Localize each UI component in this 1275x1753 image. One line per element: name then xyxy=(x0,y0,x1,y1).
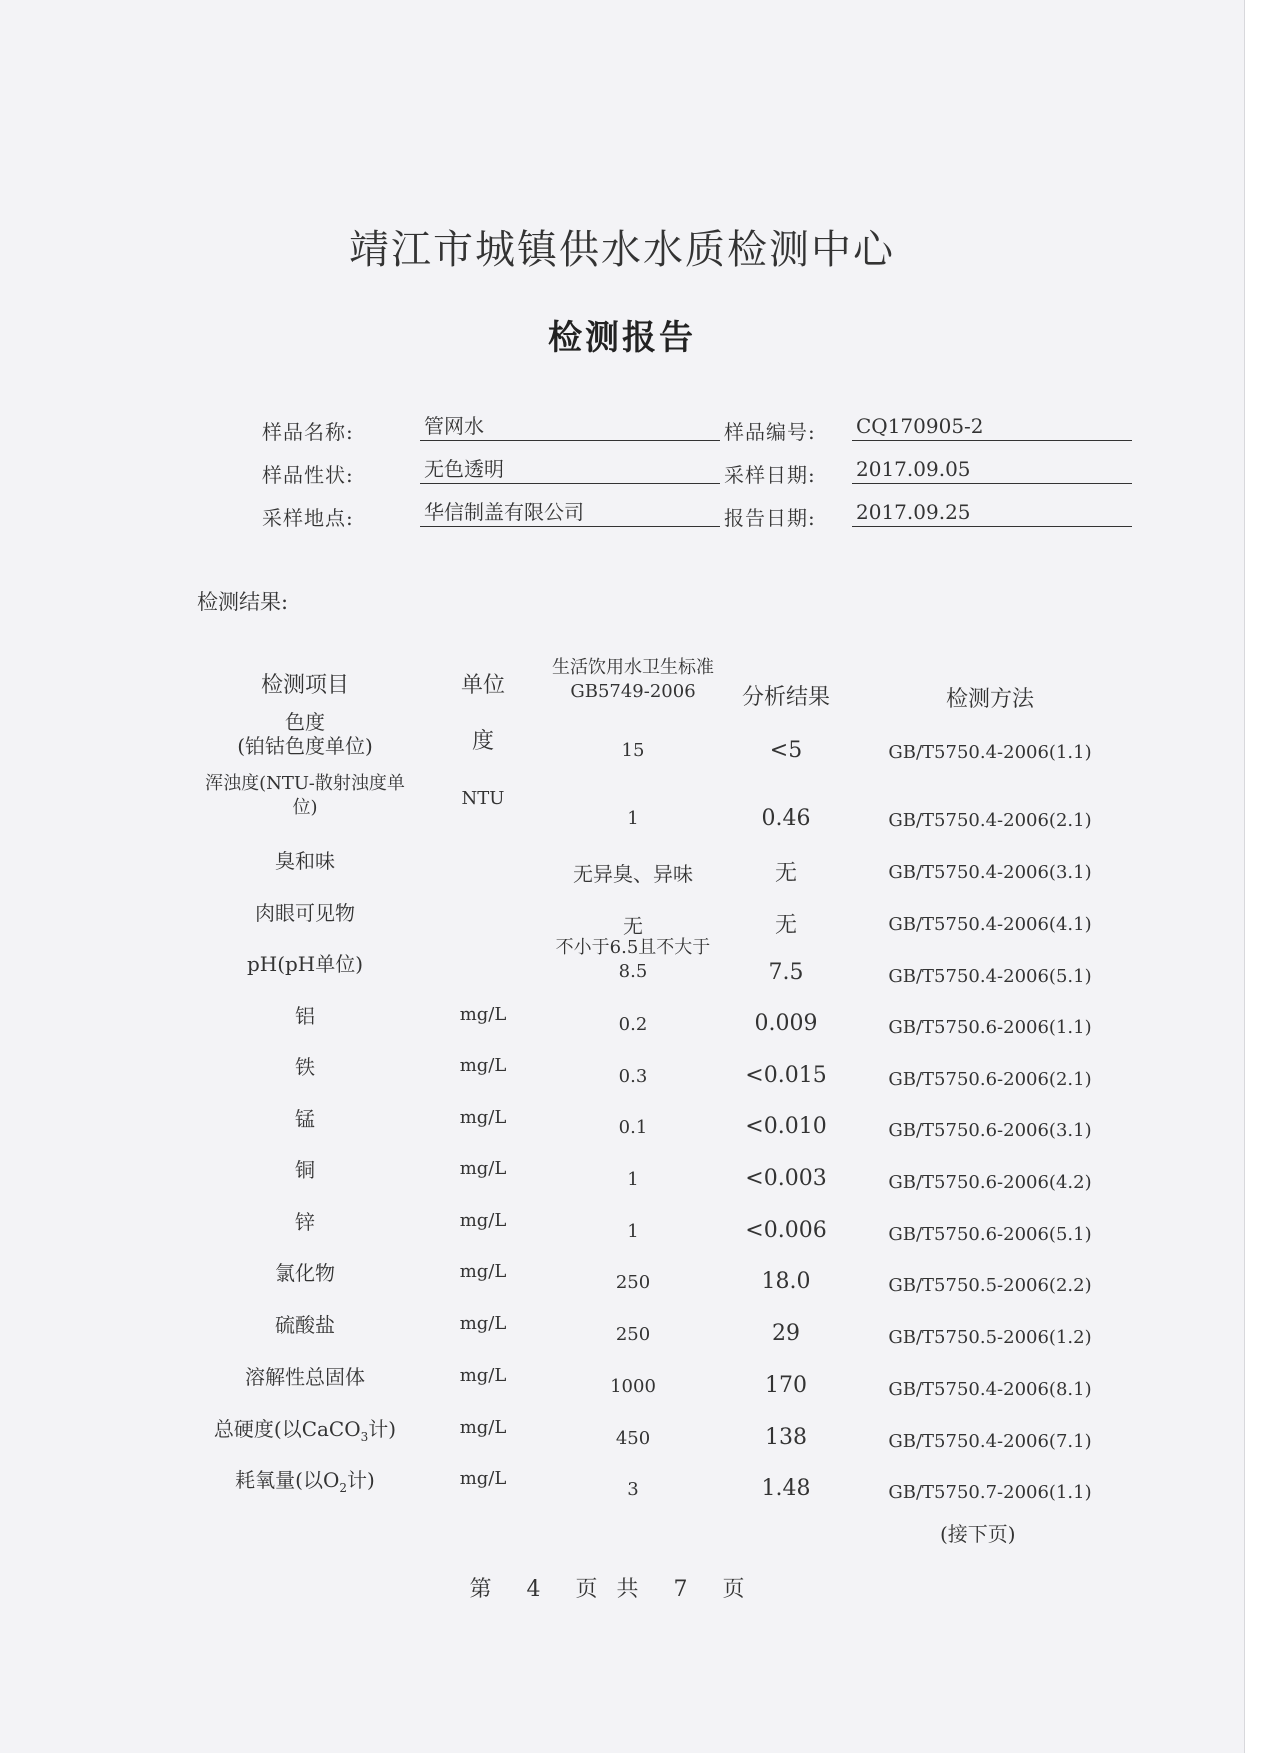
page-footer xyxy=(0,1572,1214,1603)
row-method: GB/T5750.4-2006(7.1) xyxy=(888,1431,1092,1452)
row-item: 硫酸盐 xyxy=(275,1313,335,1337)
header-unit: 单位 xyxy=(460,673,505,698)
sampling-date-value: 2017.09.05 xyxy=(852,455,1132,484)
row-item: 色度 (铂钴色度单位) xyxy=(237,710,373,758)
row-result: 1.48 xyxy=(761,1476,811,1501)
row-unit: mg/L xyxy=(459,1365,507,1386)
row-unit: mg/L xyxy=(459,1210,507,1231)
row-item: pH(pH单位) xyxy=(246,952,364,976)
header-method: 检测方法 xyxy=(945,687,1034,712)
row-item: 总硬度(以CaCO$_3$计) xyxy=(213,1417,397,1444)
row-result: 29 xyxy=(772,1321,800,1346)
row-unit: mg/L xyxy=(459,1417,507,1438)
row-result: <0.003 xyxy=(745,1166,827,1191)
row-result: <0.006 xyxy=(745,1218,827,1243)
row-method: GB/T5750.4-2006(5.1) xyxy=(888,966,1092,987)
sampling-site-value: 华信制盖有限公司 xyxy=(420,498,720,527)
row-standard: 1 xyxy=(627,1169,639,1190)
row-standard: 1 xyxy=(627,1221,639,1242)
row-standard: 不小于6.5且不大于8.5 xyxy=(555,937,711,982)
row-method: GB/T5750.6-2006(4.2) xyxy=(888,1172,1092,1193)
header-standard: 生活饮用水卫生标准GB5749-2006 xyxy=(552,657,714,702)
row-item: 铁 xyxy=(295,1055,315,1079)
organization-title: 靖江市城镇供水水质检测中心 xyxy=(349,227,895,273)
report-date-label: 报告日期: xyxy=(724,506,816,530)
row-method: GB/T5750.4-2006(8.1) xyxy=(888,1379,1092,1400)
row-standard: 1000 xyxy=(610,1376,656,1397)
sampling-site-label: 采样地点: xyxy=(262,506,354,530)
sample-name-label: 样品名称: xyxy=(262,420,354,444)
row-item: 肉眼可见物 xyxy=(255,901,355,925)
row-method: GB/T5750.4-2006(4.1) xyxy=(888,914,1092,935)
results-section-label: 检测结果: xyxy=(197,590,289,614)
row-item: 锌 xyxy=(295,1210,315,1234)
header-item: 检测项目 xyxy=(260,673,349,698)
row-unit: mg/L xyxy=(459,1004,507,1025)
row-result: <0.010 xyxy=(745,1114,827,1139)
row-method: GB/T5750.6-2006(2.1) xyxy=(888,1069,1092,1090)
page-suffix: 页 xyxy=(722,1577,745,1602)
row-standard: 15 xyxy=(621,740,645,761)
sample-state-value: 无色透明 xyxy=(420,455,720,484)
row-result: 18.0 xyxy=(761,1269,811,1294)
report-date-value: 2017.09.25 xyxy=(852,498,1132,527)
row-unit: 度 xyxy=(471,729,494,754)
row-result: 138 xyxy=(765,1425,807,1450)
row-method: GB/T5750.5-2006(1.2) xyxy=(888,1327,1092,1348)
row-item: 铝 xyxy=(295,1004,315,1028)
row-method: GB/T5750.4-2006(2.1) xyxy=(888,810,1092,831)
row-unit: mg/L xyxy=(459,1261,507,1282)
header-result: 分析结果 xyxy=(741,685,830,710)
row-method: GB/T5750.5-2006(2.2) xyxy=(888,1275,1092,1296)
row-result: 7.5 xyxy=(768,960,804,985)
row-result: 0.46 xyxy=(761,806,811,831)
row-unit: mg/L xyxy=(459,1313,507,1334)
row-result: <0.015 xyxy=(745,1063,827,1088)
row-standard: 3 xyxy=(627,1479,639,1500)
row-item: 臭和味 xyxy=(275,849,335,873)
row-standard: 无异臭、异味 xyxy=(573,862,693,886)
row-method: GB/T5750.6-2006(3.1) xyxy=(888,1120,1092,1141)
row-result: 170 xyxy=(765,1373,807,1398)
row-method: GB/T5750.6-2006(1.1) xyxy=(888,1017,1092,1038)
page-prefix: 第 xyxy=(469,1577,492,1602)
row-standard: 0.1 xyxy=(618,1117,648,1138)
row-item: 溶解性总固体 xyxy=(245,1365,365,1389)
row-result: 无 xyxy=(774,913,797,938)
page-number: 4 xyxy=(526,1577,541,1602)
row-result: <5 xyxy=(769,738,803,763)
row-unit: mg/L xyxy=(459,1107,507,1128)
report-title: 检测报告 xyxy=(548,318,696,358)
continued-note: (接下页) xyxy=(940,1522,1016,1546)
sample-no-value: CQ170905-2 xyxy=(852,412,1132,441)
row-standard: 0.3 xyxy=(618,1066,648,1087)
row-result: 无 xyxy=(774,861,797,886)
row-unit: mg/L xyxy=(459,1158,507,1179)
sample-no-label: 样品编号: xyxy=(724,420,816,444)
sampling-date-label: 采样日期: xyxy=(724,463,816,487)
row-unit: NTU xyxy=(461,788,505,809)
sample-state-label: 样品性状: xyxy=(262,463,354,487)
row-unit: mg/L xyxy=(459,1055,507,1076)
row-method: GB/T5750.4-2006(1.1) xyxy=(888,742,1092,763)
row-standard: 450 xyxy=(615,1428,651,1449)
row-item: 耗氧量(以$O_2$计) xyxy=(235,1468,375,1495)
row-item: 氯化物 xyxy=(275,1261,335,1285)
row-standard: 1 xyxy=(627,808,639,829)
row-method: GB/T5750.4-2006(3.1) xyxy=(888,862,1092,883)
row-method: GB/T5750.7-2006(1.1) xyxy=(888,1482,1092,1503)
page-total: 7 xyxy=(673,1577,688,1602)
row-standard: 250 xyxy=(615,1324,651,1345)
row-item: 浑浊度(NTU-散射浊度单位) xyxy=(205,773,405,818)
row-method: GB/T5750.6-2006(5.1) xyxy=(888,1224,1092,1245)
sample-name-value: 管网水 xyxy=(420,412,720,441)
row-standard: 无 xyxy=(623,914,643,938)
row-item: 铜 xyxy=(295,1158,315,1182)
row-standard: 250 xyxy=(615,1272,651,1293)
row-result: 0.009 xyxy=(754,1011,818,1036)
row-unit: mg/L xyxy=(459,1468,507,1489)
page-mid: 页 共 xyxy=(575,1577,639,1602)
row-standard: 0.2 xyxy=(618,1014,648,1035)
row-item: 锰 xyxy=(295,1107,315,1131)
